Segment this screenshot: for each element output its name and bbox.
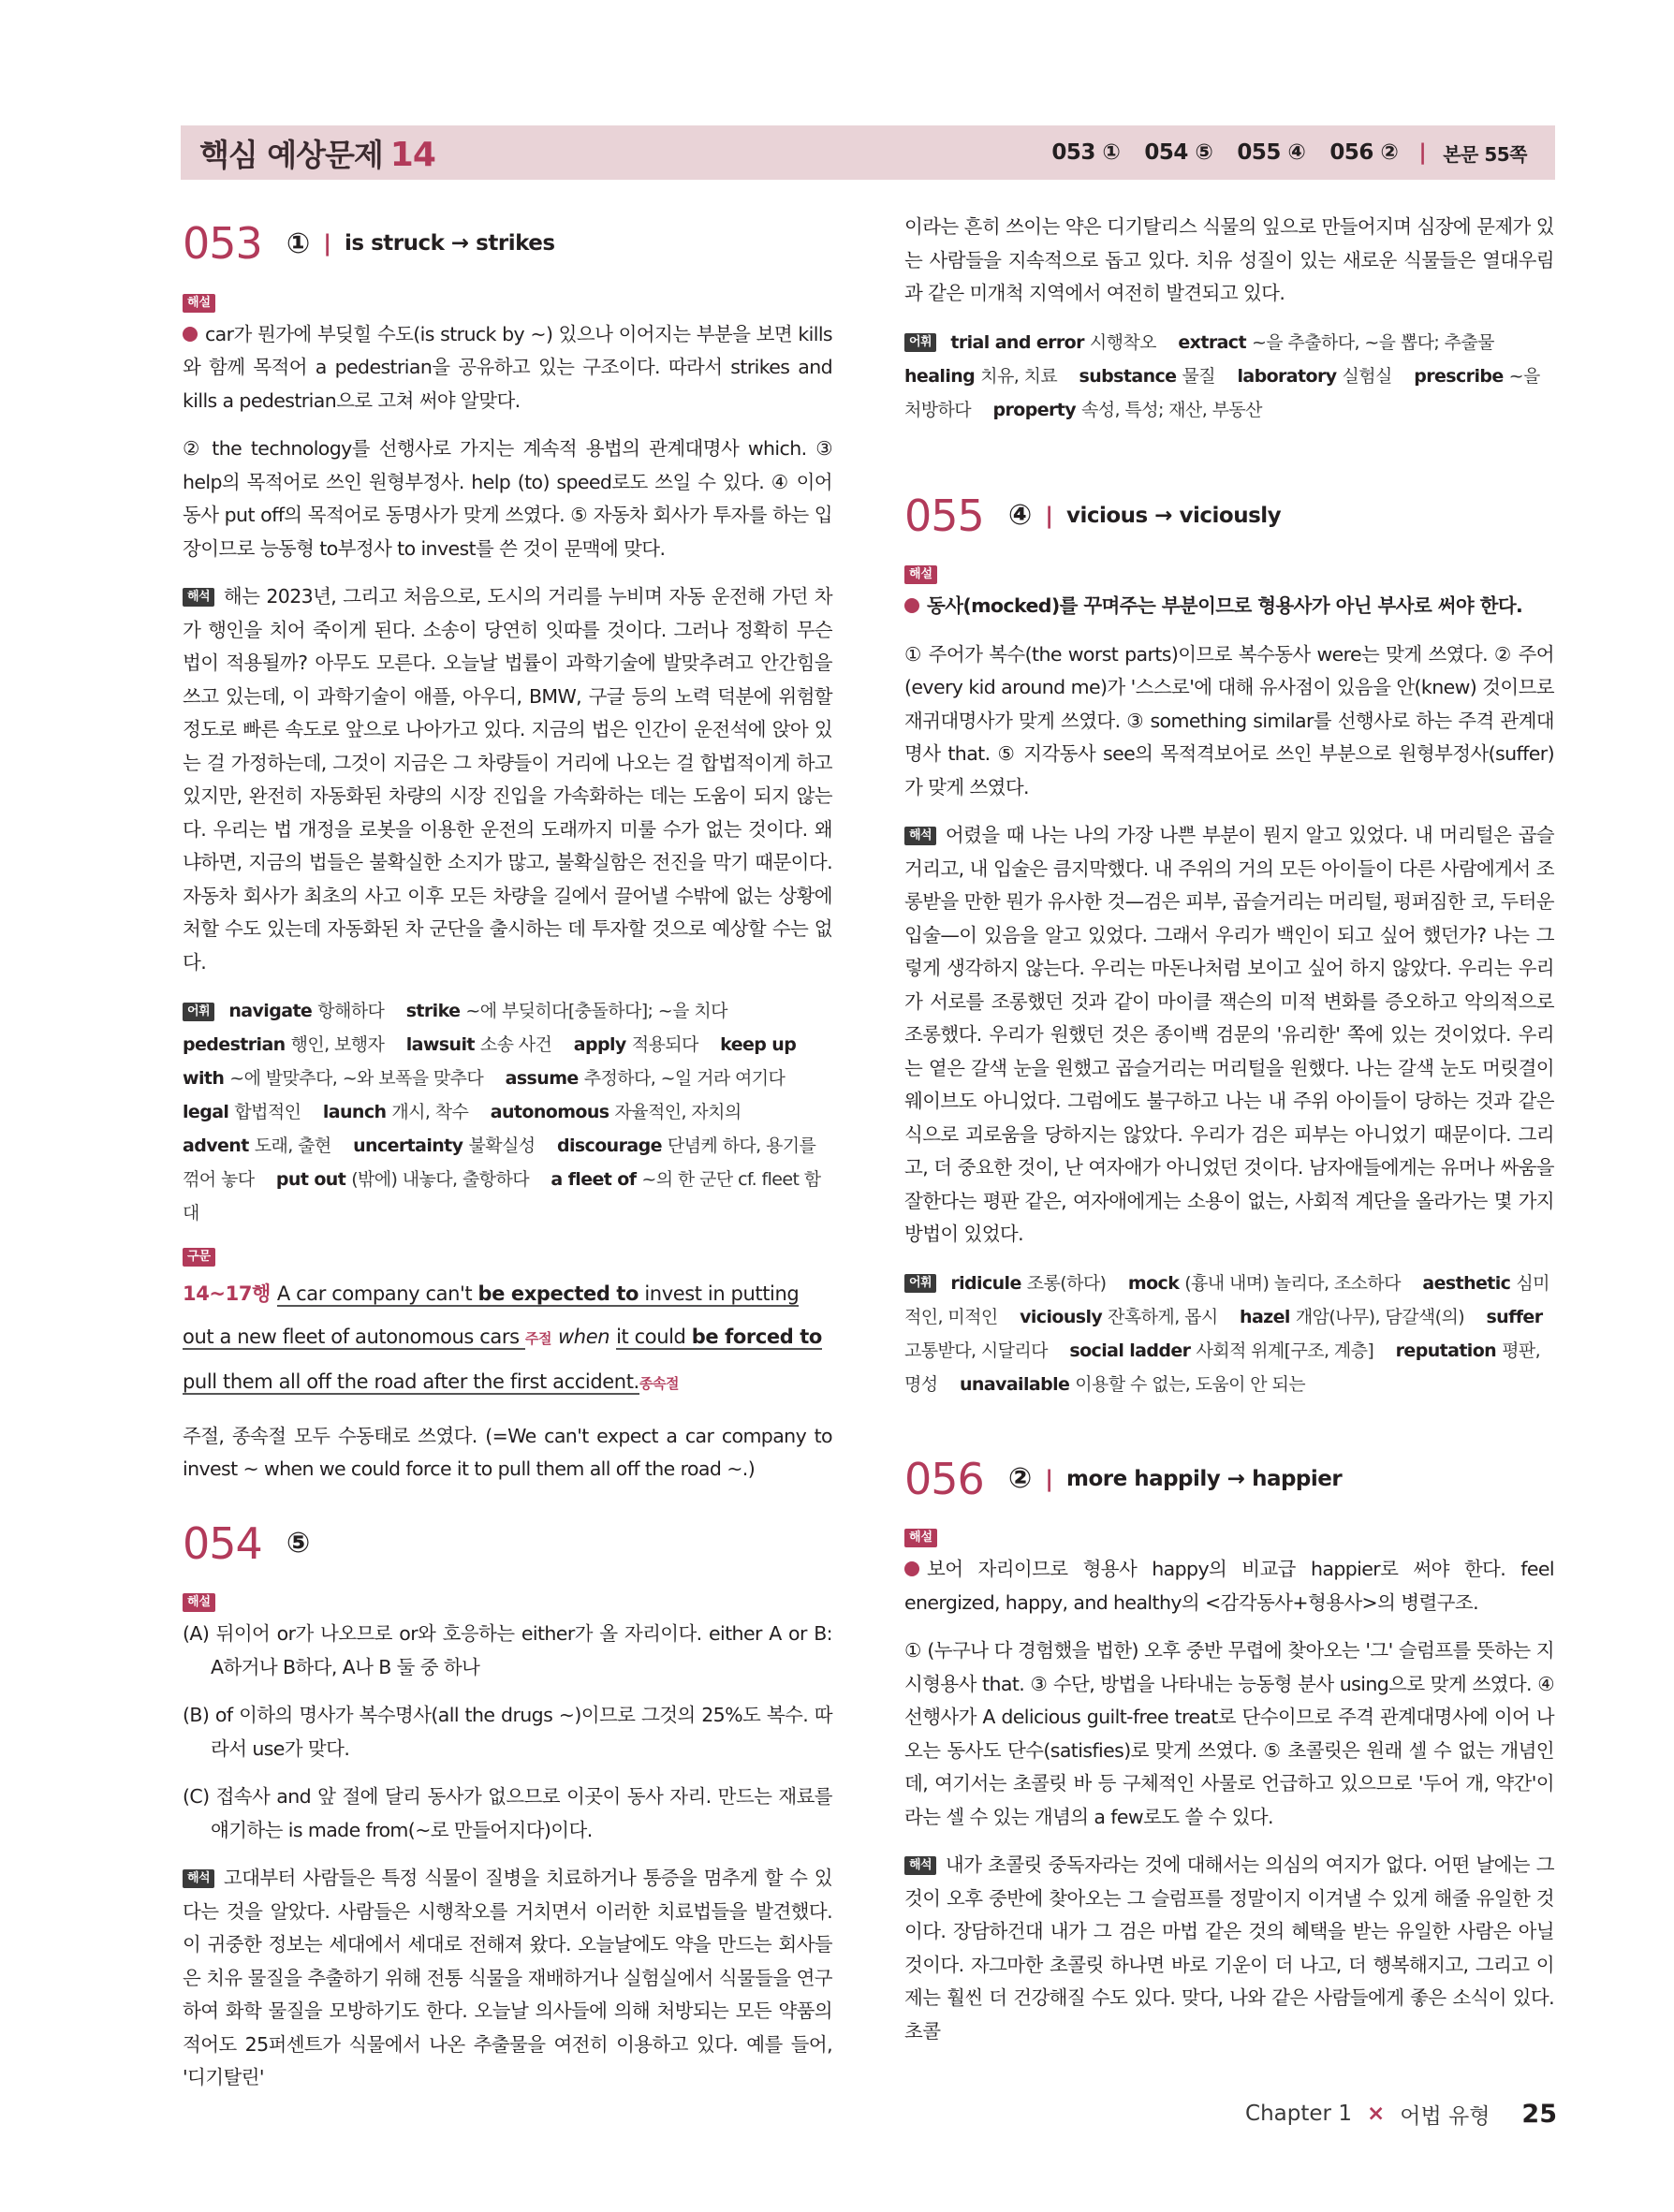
q053-answer: ① xyxy=(286,227,311,260)
vocab-word: prescribe xyxy=(1414,365,1504,387)
q056-translation: 해석 내가 초콜릿 중독자라는 것에 대해서는 의심의 여지가 없다. 어떤 날에는 그것이 오후 중반에 찾아오는 그 슬럼프를 정말이지 이겨낼 수 있게 해줄 유일한 것이다. 장담하건대 내가 그 검은 마법 같은 것의 혜택을 받는 유일한 사람은 아닐 것이다. 자그마한 초콜릿 하나면 바로 기운이 더 나고, 더 행복해지고, 그리고 이제는 훨씬 더 건강해질 수도 있다. 맞다, 나와 같은 사람들에게 좋은 소식이 있다. 초콜 xyxy=(904,1853,1554,2043)
q056-explanation-others: ① (누구나 다 경험했을 법한) 오후 중반 무렵에 찾아오는 '그' 슬럼프를 뜻하는 지시형용사 that. ③ 수단, 방법을 나타내는 능동형 분사 using으로 맞게 쓰였다. ④ 선행사가 A delicious guilt-free treat로 단수이므로 주격 관계대명사에 이어 나오는 동사도 단수(satisfies)로 맞게 쓰였다. ⑤ 초콜릿은 원래 셀 수 없는 개념인데, 여기서는 초콜릿 바 등 구체적인 사물로 언급하고 있으므로 '두어 개, 약간'이라는 셀 수 있는 개념의 a few로도 쓸 수 있다. xyxy=(904,1639,1554,1828)
vocab-word: extract xyxy=(1178,331,1246,353)
q053-number: 053 xyxy=(183,218,262,269)
vocab-word: suffer xyxy=(1486,1306,1543,1327)
q054-heading xyxy=(183,1511,832,1576)
vocab-word: unavailable xyxy=(959,1373,1070,1395)
vocab-meaning: (흉내 내며) 놀리다, 조소하다 xyxy=(1184,1272,1401,1294)
q053-vocab-tag: 어휘 xyxy=(183,1003,214,1021)
vocab-meaning: 도래, 출현 xyxy=(254,1135,331,1156)
vocab-meaning: 행인, 보행자 xyxy=(290,1034,385,1055)
left-column xyxy=(183,211,832,2095)
label-sub-clause: 종속절 xyxy=(639,1374,680,1392)
vocab-word: ridicule xyxy=(950,1272,1021,1294)
vocab-meaning: 조롱(하다) xyxy=(1026,1272,1107,1294)
vocab-meaning: 물질 xyxy=(1182,365,1215,387)
struct-text: it could xyxy=(616,1325,692,1348)
vocab-word: legal xyxy=(183,1102,229,1122)
vocab-word: launch xyxy=(322,1102,387,1122)
vocab-word: discourage xyxy=(556,1135,662,1156)
q053-struct-tag: 구문 xyxy=(183,1248,215,1267)
label-main-clause: 주절 xyxy=(524,1329,552,1347)
answer-key-055: 055 ④ xyxy=(1237,140,1306,165)
q056-explain-tag: 해설 xyxy=(904,1529,937,1547)
vocab-meaning: 잔혹하게, 몹시 xyxy=(1108,1306,1218,1327)
header-separator: | xyxy=(1418,140,1427,165)
vocab-meaning: 사회적 위계[구조, 계층] xyxy=(1196,1340,1374,1361)
q055-correction: vicious → viciously xyxy=(1065,503,1282,528)
vocab-meaning: 실험실 xyxy=(1342,365,1392,387)
q055-number: 055 xyxy=(904,490,984,541)
q055-vocab-tag: 어휘 xyxy=(904,1274,936,1293)
q055-heading xyxy=(904,483,1554,549)
q056-number: 056 xyxy=(904,1453,984,1504)
q053-translation: 해석 해는 2023년, 그리고 처음으로, 도시의 거리를 누비며 자동 운전해 가던 차가 행인을 치어 죽이게 된다. 소송이 당연히 잇따를 것이다. 그러나 정확히 무슨 법이 적용될까? 아무도 모른다. 오늘날 법률이 과학기술에 발맞추려고 안간힘을 쓰고 있는데, 이 과학기술이 애플, 아우디, BMW, 구글 등의 노력 덕분에 위험할 정도로 빠른 속도로 앞으로 나아가고 있다. 지금의 법은 인간이 운전석에 앉아 있는 걸 가정하는데, 그것이 지금은 그 차량들이 거리에 나오는 걸 합법적이게 하고 있지만, 완전히 자동화된 차량의 시장 진입을 가속화하는 데는 도움이 되지 않는다. 우리는 법 개정을 로봇을 이용한 운전의 도래까지 미룰 수가 없는 것이다. 왜냐하면, 지금의 법들은 불확실한 소지가 많고, 불확실함은 전진을 막기 때문이다. 자동차 회사가 최초의 사고 이후 모든 차량을 길에서 끌어낼 수밖에 없는 상황에 처할 수도 있는데 자동화된 차 군단을 출시하는 데 투자할 것으로 예상할 수는 없다. xyxy=(183,585,832,974)
vocab-meaning: ~에 부딪히다[충돌하다]; ~을 치다 xyxy=(465,1001,727,1021)
answer-key-053: 053 ① xyxy=(1051,140,1121,165)
vocab-word: assume xyxy=(505,1068,579,1089)
q053-separator: | xyxy=(323,230,331,256)
vocab-word: uncertainty xyxy=(353,1135,463,1156)
header-answer-key xyxy=(1027,125,1527,180)
vocab-meaning: 불확실성 xyxy=(468,1135,536,1156)
vocab-meaning: 평판, 명성 xyxy=(904,1340,1541,1395)
vocab-word: autonomous xyxy=(490,1102,609,1122)
vocab-word: laboratory xyxy=(1237,365,1337,387)
footer-section: 어법 유형 xyxy=(1400,2103,1490,2129)
vocab-word: keep up with xyxy=(183,1034,797,1089)
vocab-meaning: 자율적인, 자치의 xyxy=(614,1102,742,1122)
q054-answer: ⑤ xyxy=(286,1527,311,1560)
q056-explanation-main: 보어 자리이므로 형용사 happy의 비교급 happier로 써야 한다. feel energized, happy, and healthy의 <감각동사+형용사>의 병렬구조. xyxy=(904,1558,1554,1614)
q054-translation: 해석 고대부터 사람들은 특정 식물이 질병을 치료하거나 통증을 멈추게 할 수 있다는 것을 알았다. 사람들은 시행착오를 거치면서 이러한 치료법들을 발견했다. 이 귀중한 정보는 세대에서 세대로 전해져 왔다. 오늘날에도 약을 만드는 회사들은 치유 물질을 추출하기 위해 전통 식물을 재배하거나 실험실에서 식물들을 연구하여 화학 물질을 모방하기도 한다. 오늘날 의사들에 의해 처방되는 모든 약품의 적어도 25퍼센트가 식물에서 나온 추출물을 여전히 이용하고 있다. 예를 들어, '디기탈린' xyxy=(183,1867,832,2088)
vocab-meaning: 개시, 착수 xyxy=(391,1102,469,1122)
vocab-meaning: ~을 추출하다, ~을 뽑다; 추출물 xyxy=(1251,331,1494,353)
header-title-text: 핵심 예상문제 xyxy=(199,136,383,173)
vocab-word: substance xyxy=(1079,365,1177,387)
vocab-meaning: (밖에) 내놓다, 출항하다 xyxy=(351,1169,529,1190)
vocab-meaning: 적용되다 xyxy=(631,1034,698,1055)
q053-explanation-others: ② the technology를 선행사로 가지는 계속적 용법의 관계대명사 which. ③ help의 목적어로 쓰인 원형부정사. help (to) speed로도 쓰일 수 있다. ④ 이어동사 put off의 목적어로 동명사가 맞게 쓰였다. ⑤ 자동차 회사가 투자를 하는 입장이므로 능동형 to부정사 to invest를 쓴 것이 문맥에 맞다. xyxy=(183,437,832,560)
q055-explanation-main: 동사(mocked)를 꾸며주는 부분이므로 형용사가 아닌 부사로 써야 한다. xyxy=(904,590,1554,623)
page-footer xyxy=(1239,2095,1557,2132)
header-title xyxy=(199,131,435,175)
vocab-meaning: 합법적인 xyxy=(234,1102,301,1122)
q056-answer: ② xyxy=(1007,1462,1033,1495)
vocab-word: trial and error xyxy=(950,331,1084,353)
struct-bold: be expected to xyxy=(477,1282,639,1305)
vocab-word: strike xyxy=(405,1001,461,1021)
q056-correction: more happily → happier xyxy=(1065,1466,1343,1491)
bullet-dot-icon xyxy=(904,1561,919,1576)
vocab-word: social ladder xyxy=(1069,1340,1191,1361)
vocab-word: healing xyxy=(904,365,976,387)
vocab-meaning: ~을 처방하다 xyxy=(904,365,1540,420)
q054-translation-continued: 이라는 흔히 쓰이는 약은 디기탈리스 식물의 잎으로 만들어지며 심장에 문제가 있는 사람들을 지속적으로 돕고 있다. 치유 성질이 있는 새로운 식물들은 열대우림과 같은 미개척 지역에서 여전히 발견되고 있다. xyxy=(904,215,1554,304)
q054-translate-tag: 해석 xyxy=(183,1869,214,1888)
vocab-meaning: 고통받다, 시달리다 xyxy=(904,1340,1048,1361)
q055-answer: ④ xyxy=(1007,499,1033,532)
vocab-word: reputation xyxy=(1395,1340,1497,1361)
right-column xyxy=(904,211,1554,2048)
header-page-ref: 본문 55쪽 xyxy=(1443,142,1527,166)
q055-explanation-others: ① 주어가 복수(the worst parts)이므로 복수동사 were는 맞게 쓰였다. ② 주어(every kid around me)가 '스스로'에 대해 유사점이 있음을 안(knew) 것이므로 재귀대명사가 맞게 쓰였다. ③ something similar를 선행사로 하는 주격 관계대명사 that. ⑤ 지각동사 see의 목적격보어로 쓰인 부분으로 원형부정사(suffer)가 맞게 쓰였다. xyxy=(904,642,1554,798)
vocab-meaning: 치유, 치료 xyxy=(980,365,1058,387)
page-number: 25 xyxy=(1521,2099,1557,2129)
vocab-word: put out xyxy=(275,1169,346,1190)
q056-separator: | xyxy=(1045,1465,1053,1492)
header-number: 14 xyxy=(389,135,435,174)
vocab-word: a fleet of xyxy=(551,1169,637,1190)
q055-vocabulary xyxy=(904,1267,1554,1401)
vocab-meaning: 항해하다 xyxy=(317,1001,385,1021)
q053-explanation-main: car가 뭔가에 부딪힐 수도(is struck by ~) 있으나 이어지는 부분을 보면 kills와 함께 목적어 a pedestrian을 공유하고 있는 구조이다. 따라서 strikes and kills a pedestrian으로 고쳐 써야 알맞다. xyxy=(183,322,832,412)
q056-translate-tag: 해석 xyxy=(904,1856,936,1875)
q055-translate-tag: 해석 xyxy=(904,827,936,845)
bullet-dot-icon xyxy=(904,598,919,613)
q053-translate-tag: 해석 xyxy=(183,588,214,607)
struct-text: pull them all off the road after the first accident. xyxy=(183,1370,639,1393)
q053-heading xyxy=(183,211,832,276)
vocab-meaning: 개암(나무), 담갈색(의) xyxy=(1295,1306,1465,1327)
q054-explanation-b: (B) of 이하의 명사가 복수명사(all the drugs ~)이므로 그것의 25%도 복수. 따라서 use가 맞다. xyxy=(183,1704,832,1760)
struct-text: invest in putting out a new fleet of autonomous cars xyxy=(183,1282,800,1348)
struct-bold: be forced to xyxy=(691,1325,822,1348)
vocab-word: mock xyxy=(1127,1272,1180,1294)
vocab-word: property xyxy=(992,399,1077,420)
q055-explain-tag: 해설 xyxy=(904,565,937,584)
answer-key-056: 056 ② xyxy=(1329,140,1399,165)
vocab-meaning: 단념케 하다, 용기를 꺾어 놓다 xyxy=(183,1135,816,1190)
vocab-word: viciously xyxy=(1020,1306,1103,1327)
vocab-meaning: 속성, 특성; 재산, 부동산 xyxy=(1081,399,1262,420)
vocab-meaning: 시행착오 xyxy=(1089,331,1156,353)
vocab-meaning: 추정하다, ~일 거라 여기다 xyxy=(583,1068,786,1089)
q053-vocabulary xyxy=(183,994,832,1230)
q055-translation: 해석 어렸을 때 나는 나의 가장 나쁜 부분이 뭔지 알고 있었다. 내 머리털은 곱슬거리고, 내 입술은 큼지막했다. 내 주위의 거의 모든 아이들이 다른 사람에게서 조롱받을 만한 뭔가 유사한 것—검은 피부, 곱슬거리는 머리털, 펑퍼짐한 코, 두터운 입술—이 있음을 알고 있었다. 그래서 우리가 백인이 되고 싶어 했던가? 나는 그렇게 생각하지 않는다. 우리는 마돈나처럼 보이고 싶어 하지 않았다. 우리는 우리가 서로를 조롱했던 것과 같이 마이클 잭슨의 미적 변화를 증오하고 악의적으로 조롱했다. 우리가 원했던 것은 종이백 검문의 '유리한' 쪽에 있는 것이었다. 우리는 옅은 갈색 눈을 원했고 곱슬거리는 머리털을 원했다. 나는 갈색 눈도 머릿결이 웨이브도 아니었다. 그럼에도 불구하고 나는 내 주위 아이들이 당하는 것과 같은 식으로 괴로움을 당하지는 않았다. 우리가 검은 피부는 아니었기 때문이다. 그리고, 더 중요한 것이, 난 여자애가 아니었던 것이다. 남자애들에게는 유머나 싸움을 잘한다는 평판 같은, 여자애에게는 소용이 없는, 사회적 계단을 올라가는 몇 가지 방법이 있었다. xyxy=(904,824,1554,1245)
q054-number: 054 xyxy=(183,1517,262,1569)
q054-vocab-tag: 어휘 xyxy=(904,333,936,352)
footer-chapter: Chapter 1 xyxy=(1245,2102,1352,2126)
q054-explanation-c: (C) 접속사 and 앞 절에 달리 동사가 없으므로 이곳이 동사 자리. 만드는 재료를 얘기하는 is made from(~로 만들어지다)이다. xyxy=(183,1785,832,1841)
footer-cross: × xyxy=(1366,2102,1386,2126)
q056-heading xyxy=(904,1446,1554,1512)
struct-conjunction: when xyxy=(558,1325,610,1348)
q053-structure-note: 주절, 종속절 모두 수동태로 쓰였다. (=We can't expect a car company to invest ~ when we could force it to pull them all off the road ~.) xyxy=(183,1424,832,1480)
answer-key-054: 054 ⑤ xyxy=(1144,140,1213,165)
q055-separator: | xyxy=(1045,502,1053,529)
vocab-word: navigate xyxy=(228,1001,313,1021)
vocab-word: advent xyxy=(183,1135,249,1156)
vocab-word: apply xyxy=(573,1034,626,1055)
q054-explanation-a: (A) 뒤이어 or가 나오므로 or와 호응하는 either가 올 자리이다. either A or B: A하거나 B하다, A나 B 둘 중 하나 xyxy=(183,1622,832,1678)
vocab-meaning: ~에 발맞추다, ~와 보폭을 맞추다 xyxy=(229,1068,484,1089)
q053-structure-sentence xyxy=(183,1272,832,1405)
vocab-meaning: 소송 사건 xyxy=(479,1034,552,1055)
q054-explain-tag: 해설 xyxy=(183,1593,215,1612)
vocab-word: aesthetic xyxy=(1422,1272,1511,1294)
header-bar xyxy=(181,125,1555,180)
q053-explain-tag: 해설 xyxy=(183,294,215,313)
vocab-word: pedestrian xyxy=(183,1034,286,1055)
vocab-word: hazel xyxy=(1240,1306,1290,1327)
vocab-meaning: 심미적인, 미적인 xyxy=(904,1272,1549,1327)
q053-correction: is struck → strikes xyxy=(344,231,555,256)
q054-vocabulary xyxy=(904,326,1554,427)
struct-text: A car company can't xyxy=(276,1282,478,1305)
vocab-meaning: ~의 한 군단 cf. fleet 함대 xyxy=(183,1169,821,1223)
vocab-word: lawsuit xyxy=(405,1034,475,1055)
bullet-dot-icon xyxy=(183,327,198,342)
struct-line-ref: 14~17행 xyxy=(183,1282,271,1305)
vocab-meaning: 이용할 수 없는, 도움이 안 되는 xyxy=(1075,1373,1305,1395)
